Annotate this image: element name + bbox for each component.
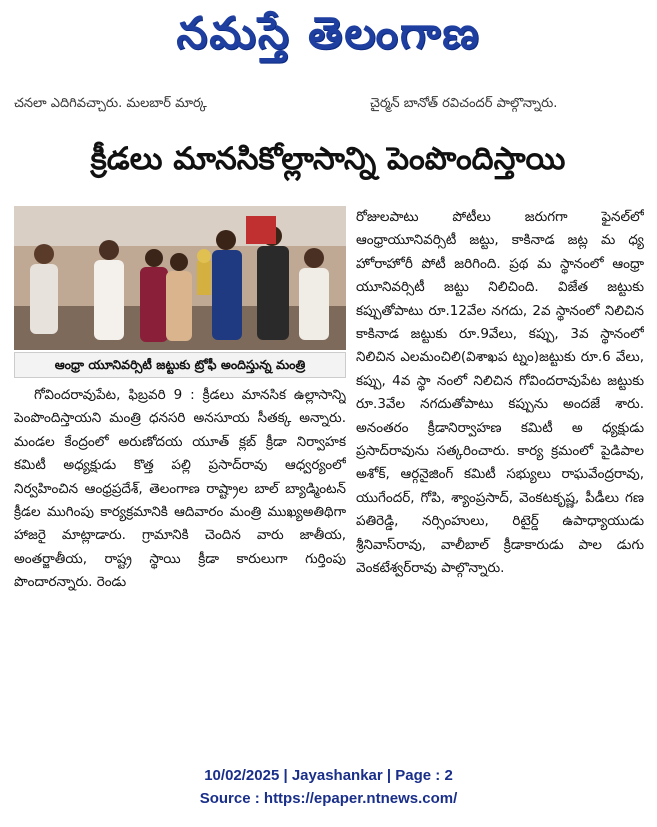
source-footer — [0, 764, 657, 810]
source-link[interactable]: Source : https://epaper.ntnews.com/ — [199, 790, 458, 807]
previous-article-tail-right: చైర్మన్ బానోత్ రవిచందర్ పాల్గొన్నారు. — [370, 96, 558, 111]
article-headline: క్రీడలు మానసికోల్లాసాన్ని పెంపొందిస్తాయి — [90, 140, 566, 177]
article-body-right-column: రోజులపాటు పోటీలు జరుగగా ఫైనల్‌లో ఆంధ్రాయూనివర్సిటీ జట్టు, కాకినాడ జట్ల మ ధ్య హోరాహోరీ పోటీ జరిగింది. ప్రథ మ స్థానంలో ఆంధ్రా యూనివర్సిటీ జట్టు నిలిచింది. విజేత జట్టుకు కప్పుతోపాటు రూ.12వేల నగదు, 2వ స్థానంలో నిలిచిన కాకినాడ జట్టుకు రూ.9వేలు, కప్పు, 3వ స్థానంలో నిలిచిన ఎలమంచిలి(విశాఖప ట్నం)జట్టుకు రూ.6 వేలు, కప్పు, 4వ స్థా నంలో నిలిచిన గోవిందరావుపేట జట్టుకు రూ.3వేల నగదుతోపాటు కప్పును అందజే శారు. అనంతరం క్రీడానిర్వాహణ కమిటీ అ ధ్యక్షుడు ప్రసాద్‌రావును సత్కరించారు. కార్య క్రమంలో పైడిపాల అశోక్, ఆర్గనైజింగ్ కమిటీ సభ్యులు రాఘవేంద్రరావు, యుగేందర్, గోపి, శ్యాంప్రసాద్, వెంకటకృష్ణ, పీడీలు గణ పతిరెడ్డి, నర్సింహులు, రిటైర్డ్ ఉపాధ్యాయుడు శ్రీనివాస్‌రావు, వాలీబాల్ క్రీడాకారుడు పాల డుగు వెంకటేశ్వర్‌రావు పాల్గొన్నారు. — [356, 209, 644, 577]
previous-article-tail-left: చనలా ఎదిగివచ్చారు. మలబార్ మార్క — [14, 96, 207, 111]
article-photo — [14, 206, 346, 350]
newspaper-title: నమస్తే తెలంగాణ — [176, 8, 481, 59]
edition-info: 10/02/2025 | Jayashankar | Page : 2 — [204, 767, 453, 784]
photo-caption: ఆంధ్రా యూనివర్సిటీ జట్టుకు ట్రోఫీ అందిస్తున్న మంత్రి — [14, 352, 346, 378]
masthead — [0, 0, 657, 78]
article-body-left-column: గోవిందరావుపేట, ఫిబ్రవరి 9 : క్రీడలు మానసిక ఉల్లాసాన్ని పెంపొందిస్తాయని మంత్రి ధనసరి అనసూయ సీతక్క అన్నారు. మండల కేంద్రంలో అరుణోదయ యూత్ క్లబ్ క్రీడా నిర్వాహక కమిటీ అధ్యక్షుడు కొత్త పల్లి ప్రసాద్‌రావు ఆధ్వర్యంలో నిర్వహించిన ఆంధ్రప్రదేశ్, తెలంగాణ రాష్ట్రాల బాల్ బ్యాడ్మింటన్ క్రీడల ముగింపు కార్యక్రమానికి ఆదివారం మంత్రి ముఖ్యఅతిథిగా హాజరై మాట్లాడారు. గ్రామానికి చెందిన వారు జాతీయ, అంతర్జాతీయ, రాష్ట్ర స్థాయి క్రీడా కారులుగా గుర్తింపు పొందారన్నారు. రెండు — [14, 387, 346, 591]
trophy-presentation-image — [14, 206, 346, 350]
